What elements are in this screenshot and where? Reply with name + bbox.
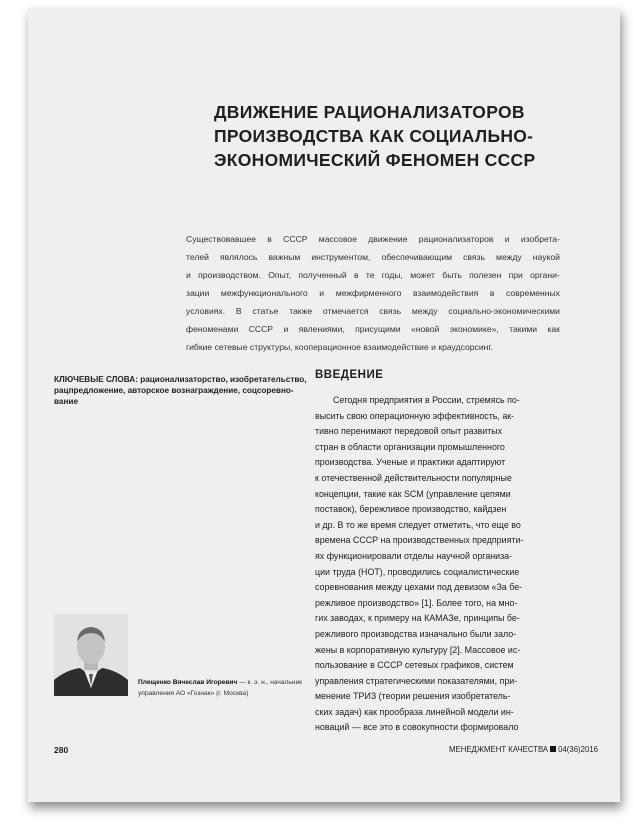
author-name: Плещенко Вячеслав Игоревич <box>138 679 238 686</box>
abstract-line: гибкие сетевые структуры, кооперационное взаимодействие и краудсорсинг. <box>186 342 493 352</box>
keywords-line: рацпредложение, авторское вознаграждение, соцсоревно- <box>54 386 294 395</box>
abstract-word: «новой <box>410 324 440 334</box>
abstract-word: телей <box>186 252 209 262</box>
abstract-word: СССР <box>283 234 308 244</box>
journal-name: МЕНЕДЖМЕНТ КАЧЕСТВА <box>449 745 549 754</box>
abstract-word: также <box>289 306 313 316</box>
author-photo <box>54 614 128 696</box>
author-affiliation: управления АО «Гознак» (г. Москва) <box>138 690 249 697</box>
body-text <box>315 393 577 736</box>
author-degree: — к. э. н., начальник <box>237 679 303 686</box>
abstract-word: явлениями, <box>298 324 345 334</box>
abstract-word: как <box>547 324 560 334</box>
journal-issue: 04(36)2016 <box>558 745 598 754</box>
abstract-word: те <box>365 270 375 280</box>
square-bullet-icon <box>550 746 556 752</box>
abstract-word: между <box>411 306 438 316</box>
section-title: ВВЕДЕНИЕ <box>315 369 384 381</box>
abstract-line <box>186 302 560 320</box>
abstract-word: в <box>353 270 359 280</box>
abstract-word: производством. <box>198 270 261 280</box>
body-line: поставок), бережливое производство, кайдзен <box>315 504 507 515</box>
body-line: менение ТРИЗ (теории решения изобретатель- <box>315 691 511 702</box>
abstract-word: зации <box>186 288 210 298</box>
abstract <box>186 230 560 356</box>
abstract-word: годы, <box>381 270 403 280</box>
body-line: концепции, такие как SCM (управление цепями <box>315 488 511 499</box>
title-line: ПРОИЗВОДСТВА КАК СОЦИАЛЬНО- <box>214 126 534 146</box>
title-line: ЭКОНОМИЧЕСКИЙ ФЕНОМЕН СССР <box>214 150 536 170</box>
abstract-line <box>186 230 560 248</box>
abstract-word: и <box>319 288 325 298</box>
body-line: Сегодня предприятия в России, стремясь по- <box>333 395 520 405</box>
body-line: ях функционировали отделы научной организа- <box>315 550 513 561</box>
body-line: жены в корпоративную культуру [2]. Массовое ис- <box>315 644 521 655</box>
author-info <box>138 677 308 699</box>
body-line: управления стратегическими показателями, при- <box>315 675 518 686</box>
body-line: к отечественной действительности популярные <box>315 472 512 483</box>
body-line: соревнования между цехами под девизом «За бе- <box>315 582 523 593</box>
abstract-word: Опыт, <box>268 270 292 280</box>
abstract-word: социально-экономическими <box>448 306 560 316</box>
abstract-word: изобрета- <box>520 234 560 244</box>
abstract-word: в <box>267 234 272 244</box>
article-title <box>214 100 574 172</box>
abstract-word: статье <box>252 306 279 316</box>
title-line: ДВИЖЕНИЕ РАЦИОНАЛИЗАТОРОВ <box>214 102 525 122</box>
body-line: новаций — все это в совокупности формировало <box>315 722 519 733</box>
abstract-word: экономике», <box>449 324 499 334</box>
journal-footer <box>449 745 598 754</box>
abstract-word: межфункционального <box>220 288 308 298</box>
body-line: высить свою операционную эффективность, ак- <box>315 410 515 421</box>
body-line: и др. В то же время следует отметить, что еще во <box>315 519 521 530</box>
abstract-line <box>186 284 560 302</box>
abstract-word: взаимодействия <box>412 288 479 298</box>
abstract-word: межфирменного <box>335 288 402 298</box>
abstract-word: и <box>186 270 191 280</box>
abstract-word: массовое <box>318 234 357 244</box>
page-number: 280 <box>54 745 69 755</box>
keywords-line: КЛЮЧЕВЫЕ СЛОВА: рационализаторство, изобретательство, <box>54 375 307 384</box>
abstract-word: условиях. <box>186 306 226 316</box>
author-portrait-image <box>54 614 128 696</box>
abstract-word: важным <box>268 252 301 262</box>
abstract-word: в <box>489 288 495 298</box>
abstract-word: наукой <box>532 252 560 262</box>
abstract-word: движение <box>368 234 408 244</box>
abstract-word: между <box>496 252 522 262</box>
abstract-word: связь <box>379 306 402 316</box>
abstract-word: быть <box>442 270 462 280</box>
abstract-line <box>186 320 560 338</box>
keywords <box>54 374 307 407</box>
abstract-word: может <box>410 270 435 280</box>
abstract-word: полученный <box>298 270 347 280</box>
body-line: производства. Ученые и практики адаптируют <box>315 457 506 468</box>
abstract-word: В <box>235 306 242 316</box>
body-line: ции труда (НОТ), проводились социалистические <box>315 566 520 577</box>
abstract-word: рационализаторов <box>418 234 494 244</box>
abstract-word: обеспечивающим <box>381 252 453 262</box>
abstract-word: феноменами <box>186 324 239 334</box>
body-line: гих заводах, к примеру на КАМАЗе, принципы бе- <box>315 613 520 624</box>
abstract-word: полезен <box>469 270 502 280</box>
body-line: стран в области организации промышленного <box>315 441 505 452</box>
abstract-word: такими <box>509 324 538 334</box>
abstract-line <box>186 248 560 266</box>
body-line: режливого производства изначально были зало- <box>315 628 517 639</box>
abstract-word: органи- <box>530 270 560 280</box>
abstract-word: СССР <box>248 324 274 334</box>
author-line <box>138 677 308 688</box>
abstract-word: и <box>283 324 289 334</box>
abstract-word: и <box>504 234 510 244</box>
abstract-line <box>186 266 560 284</box>
body-line: времена СССР на производственных предприяти- <box>315 535 524 546</box>
keywords-line: вание <box>54 397 79 406</box>
body-line: пользование в СССР сетевых графиков, систем <box>315 660 514 671</box>
abstract-word: инструментом, <box>311 252 371 262</box>
abstract-word: присущими <box>355 324 401 334</box>
abstract-word: Существовавшее <box>186 234 257 244</box>
abstract-word: современных <box>506 288 560 298</box>
body-line: режливое производство» [1]. Более того, на мно- <box>315 597 518 608</box>
abstract-word: отмечается <box>322 306 369 316</box>
abstract-word: являлось <box>220 252 258 262</box>
abstract-word: при <box>508 270 523 280</box>
abstract-word: связь <box>463 252 485 262</box>
body-line: тивно перенимают передовой опыт развитых <box>315 426 503 437</box>
body-line: ских задач) как прообраза линейной модели ин- <box>315 706 514 717</box>
